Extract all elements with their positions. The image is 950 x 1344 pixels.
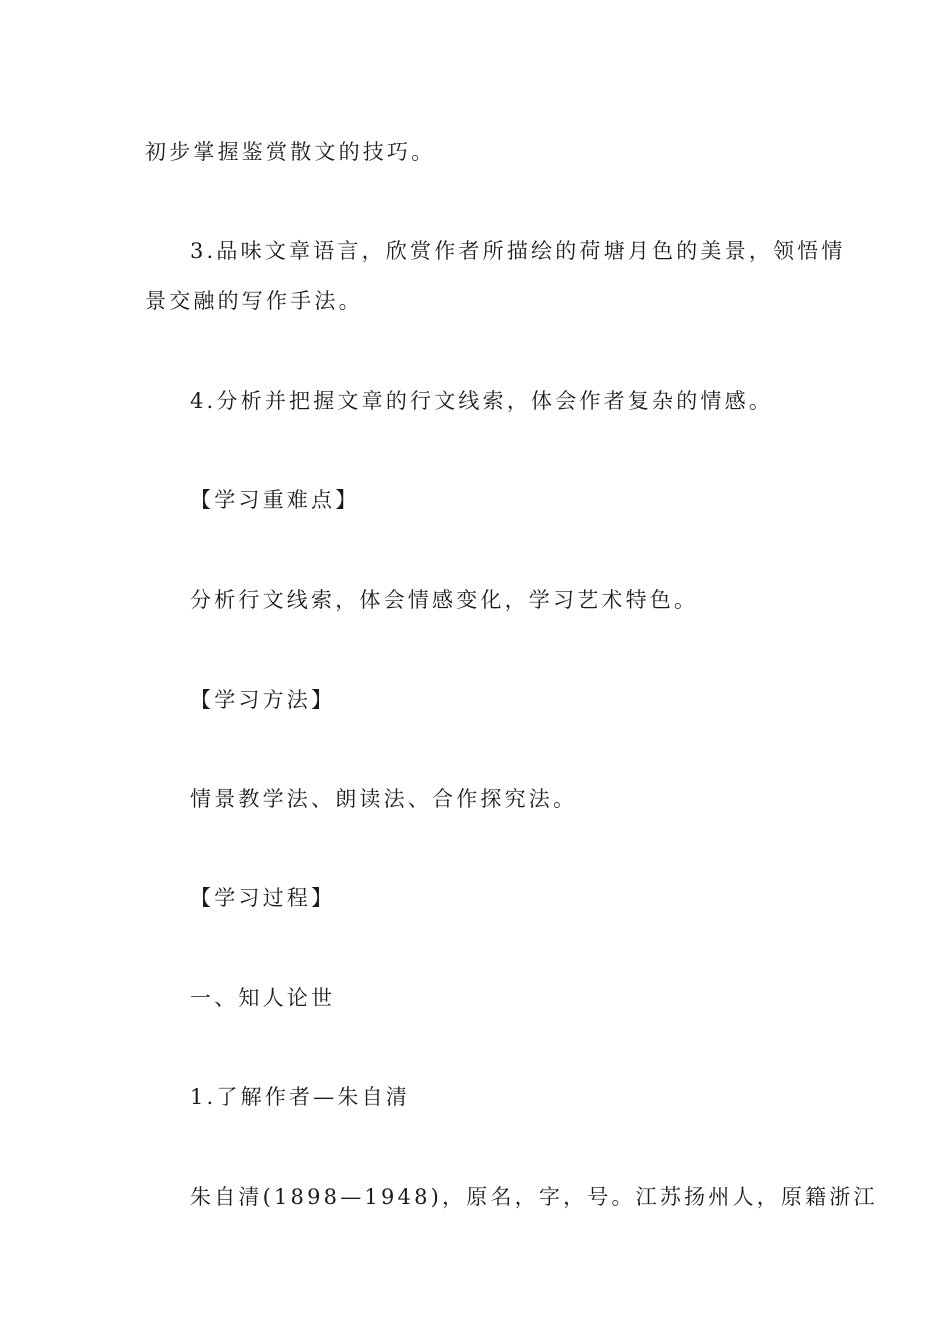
section-heading-process: 【学习过程】 (190, 886, 336, 910)
section-heading-methods: 【学习方法】 (190, 688, 336, 712)
objective-3-line-2: 景交融的写作手法。 (145, 289, 363, 313)
key-points-text: 分析行文线索，体会情感变化，学习艺术特色。 (190, 588, 699, 612)
author-bio-text: 朱自清(1898—1948)，原名，字，号。江苏扬州人，原籍浙江 (190, 1185, 878, 1209)
objective-4: 4.分析并把握文章的行文线索，体会作者复杂的情感。 (190, 389, 774, 413)
objective-3-line-1: 3.品味文章语言，欣赏作者所描绘的荷塘月色的美景，领悟情 (190, 239, 846, 263)
methods-text: 情景教学法、朗读法、合作探究法。 (190, 787, 578, 811)
item-heading-author: 1.了解作者—朱自清 (190, 1085, 411, 1109)
paragraph-line: 初步掌握鉴赏散文的技巧。 (145, 140, 436, 164)
section-heading-key-points: 【学习重难点】 (190, 488, 360, 512)
subsection-heading: 一、知人论世 (190, 986, 336, 1010)
